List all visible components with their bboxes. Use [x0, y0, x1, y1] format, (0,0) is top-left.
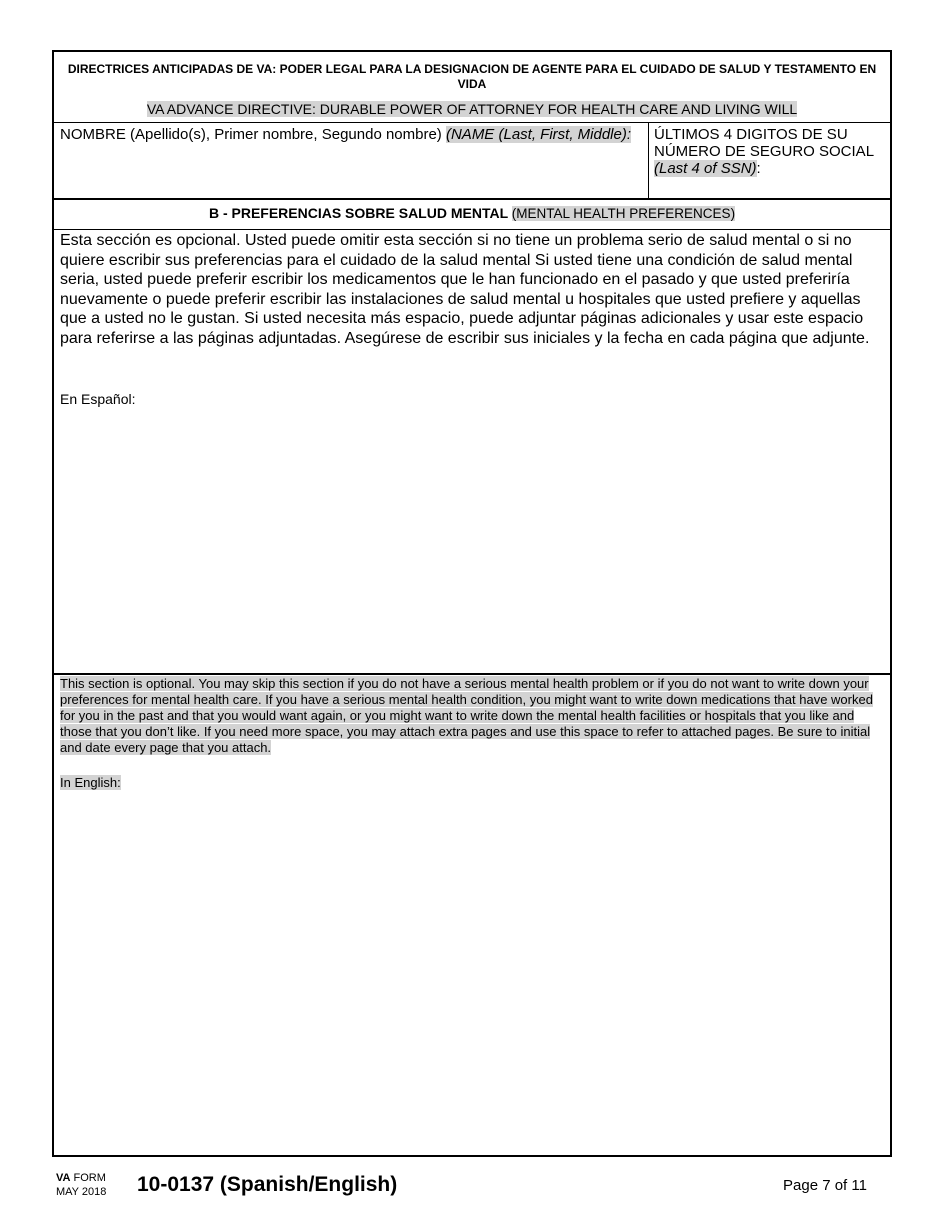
name-field[interactable]	[60, 126, 646, 143]
divider	[54, 229, 890, 230]
response-area-spanish[interactable]	[58, 416, 886, 668]
section-title-english: (MENTAL HEALTH PREFERENCES)	[511, 206, 736, 221]
form-frame	[52, 50, 892, 1157]
footer-va-form: VA FORM MAY 2018	[56, 1172, 107, 1198]
footer-date: MAY 2018	[56, 1186, 107, 1198]
divider	[54, 122, 890, 123]
section-title	[54, 205, 890, 222]
name-label-english: (NAME (Last, First, Middle):	[445, 126, 632, 143]
footer-form-number: 10-0137 (Spanish/English)	[137, 1173, 398, 1196]
ssn-label-spanish: ÚLTIMOS 4 DIGITOS DE SU NÚMERO DE SEGURO SOCIAL	[654, 126, 875, 160]
ssn-label-english: (Last 4 of SSN)	[654, 160, 757, 177]
header-title-english: VA ADVANCE DIRECTIVE: DURABLE POWER OF ATTORNEY FOR HEALTH CARE AND LIVING WILL	[146, 101, 798, 117]
divider	[54, 673, 890, 675]
section-title-spanish: B - PREFERENCIAS SOBRE SALUD MENTAL	[208, 205, 512, 221]
label-spanish: En Español:	[60, 391, 136, 407]
name-label-spanish: NOMBRE (Apellido(s), Primer nombre, Segundo nombre)	[60, 126, 446, 143]
footer-page-number: Page 7 of 11	[783, 1177, 867, 1194]
header-title-spanish: DIRECTRICES ANTICIPADAS DE VA: PODER LEGAL PARA LA DESIGNACION DE AGENTE PARA EL CUIDADO DE SALUD Y TESTAMENTO EN VIDA	[67, 62, 877, 91]
instructions-spanish: Esta sección es opcional. Usted puede omitir esta sección si no tiene un problema serio de salud mental o si no quiere escribir sus preferencias para el cuidado de la salud mental Si usted tiene una condición de salud mental seria, usted puede preferir escribir los medicamentos que le han funcionado en el pasado y que usted preferiría nuevamente o puede preferir escribir las instalaciones de salud mental u hospitales que usted prefiere y aquellas que a usted no le gustan. Si usted necesita más espacio, puede adjuntar páginas adicionales y usar este espacio para referirse a las páginas adjuntadas. Asegúrese de escribir sus iniciales y la fecha en cada página que adjunte.	[60, 232, 870, 347]
divider	[54, 198, 890, 200]
response-area-english[interactable]	[58, 800, 886, 1150]
label-english: In English:	[60, 775, 121, 790]
column-divider	[648, 122, 649, 198]
form-header	[54, 52, 890, 122]
instructions-english: This section is optional. You may skip this section if you do not have a serious mental health problem or if you do not want to write down your preferences for mental health care. If you have a serious mental health condition, you might want to write down medications that have worked for you in the past and that you would want again, or you might want to write down the mental health facilities or hospitals that you like and those that you don’t like. If you need more space, you may attach extra pages and use this space to refer to attached pages. Be sure to initial and date every page that you attach.	[60, 676, 873, 755]
ssn-field[interactable]: ÚLTIMOS 4 DIGITOS DE SU NÚMERO DE SEGURO SOCIAL (Last 4 of SSN):	[654, 126, 875, 177]
